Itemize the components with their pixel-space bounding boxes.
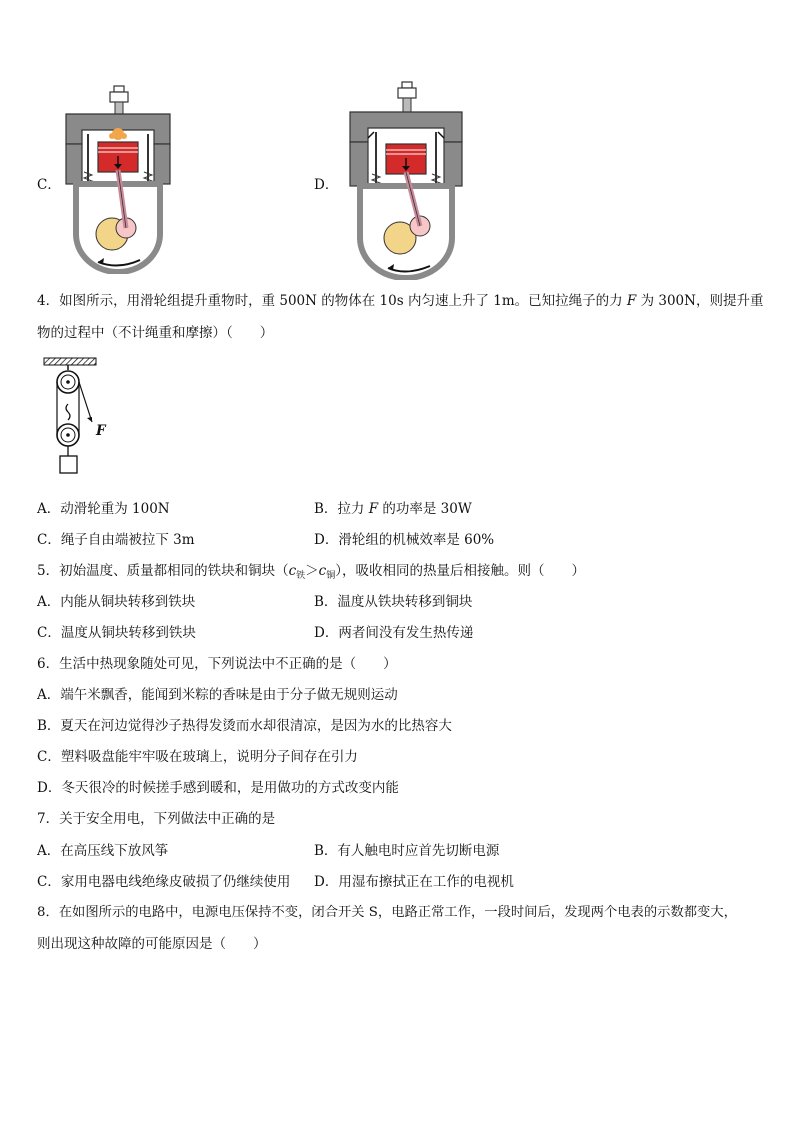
q6-stem: 6．生活中热现象随处可见，下列说法中不正确的是（ ） <box>37 656 397 672</box>
q8-stem-line2: 则出现这种故障的可能原因是（ ） <box>37 936 267 952</box>
option-d-label: D． <box>314 177 339 193</box>
q6-option-a: A．端午米飘香，能闻到米粽的香味是由于分子做无规则运动 <box>37 687 398 703</box>
q4-option-c: C．绳子自由端被拉下 3m <box>37 532 195 548</box>
q6-option-c: C．塑料吸盘能牢牢吸在玻璃上，说明分子间存在引力 <box>37 749 358 765</box>
q6-option-d: D．冬天很冷的时候搓手感到暖和，是用做功的方式改变内能 <box>37 780 399 796</box>
q4-stem-line1: 4．如图所示，用滑轮组提升重物时，重 500N 的物体在 10s 内匀速上升了 1m。已知拉绳子的力 F 为 300N，则提升重 <box>37 293 764 309</box>
q4-option-d: D．滑轮组的机械效率是 60% <box>314 532 495 548</box>
q4-stem-line2: 物的过程中（不计绳重和摩擦）（ ） <box>37 325 274 341</box>
q5-option-a: A．内能从铜块转移到铁块 <box>37 594 196 610</box>
force-label: F <box>96 423 106 439</box>
q5-stem: 5．初始温度、质量都相同的铁块和铜块$(c_铁>c_铜)$，吸收相同的热量后相接触。则（ ） <box>37 563 585 581</box>
pulley-diagram <box>40 356 120 480</box>
q7-option-c: C．家用电器电线绝缘皮破损了仍继续使用 <box>37 874 291 890</box>
q5-option-d: D．两者间没有发生热传递 <box>314 625 474 641</box>
q7-option-a: A．在高压线下放风筝 <box>37 843 169 859</box>
q5-option-b: B．温度从铁块转移到铜块 <box>314 594 473 610</box>
engine-diagram-c <box>58 84 178 274</box>
q7-stem: 7．关于安全用电，下列做法中正确的是 <box>37 811 276 827</box>
q5-option-c: C．温度从铜块转移到铁块 <box>37 625 196 641</box>
q7-option-b: B．有人触电时应首先切断电源 <box>314 843 500 859</box>
q4-option-a: A．动滑轮重为 100N <box>37 501 170 517</box>
q4-option-b: B．拉力 F 的功率是 30W <box>314 501 472 517</box>
q7-option-d: D．用湿布擦拭正在工作的电视机 <box>314 874 514 890</box>
q6-option-b: B．夏天在河边觉得沙子热得发烫而水却很清凉，是因为水的比热容大 <box>37 718 452 734</box>
option-c-label: C． <box>37 177 61 193</box>
engine-diagram-d <box>344 80 468 280</box>
q8-stem-line1: 8．在如图所示的电路中，电源电压保持不变，闭合开关 S，电路正常工作，一段时间后，发现两个电表的示数都变大， <box>37 905 737 920</box>
